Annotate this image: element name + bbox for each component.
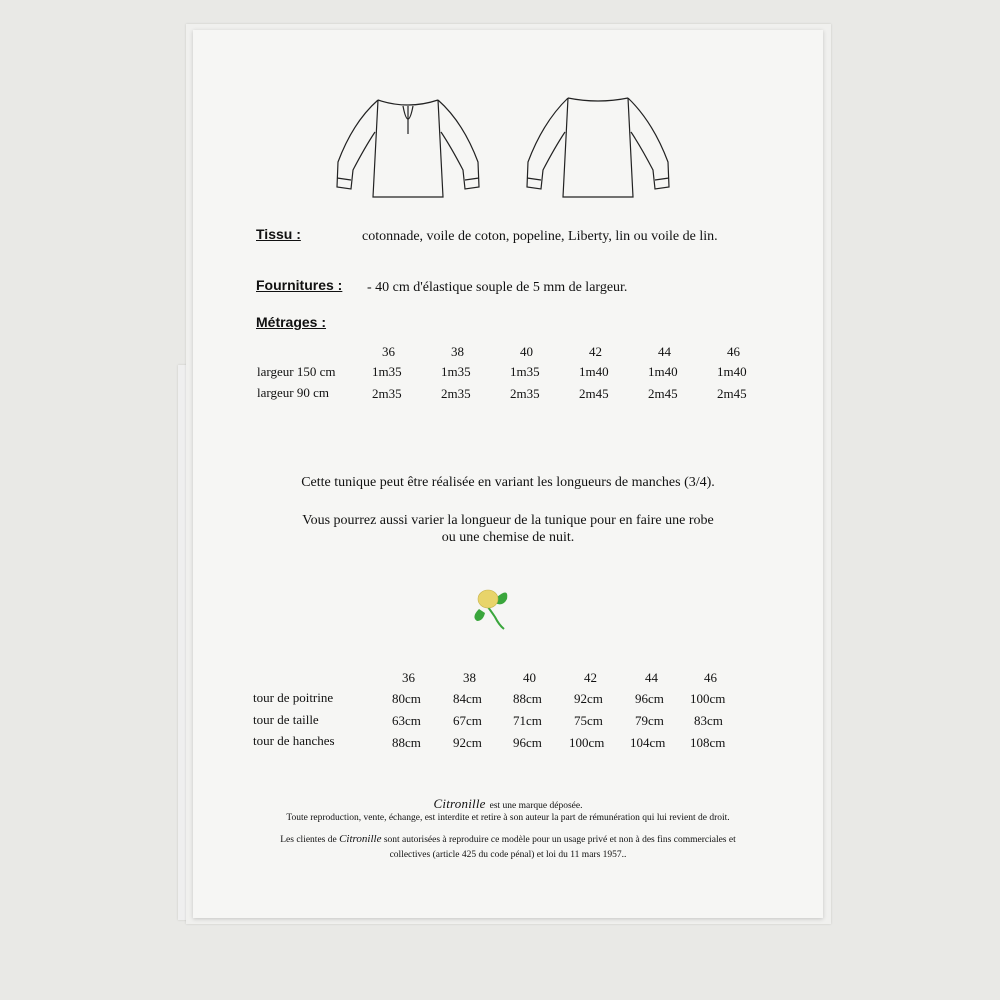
- metrages-cell: 2m45: [579, 386, 609, 401]
- metrages-size-header: 38: [451, 344, 464, 359]
- footer-copyright: Toute reproduction, vente, échange, est interdite et retire à son auteur la part de rémunération qui lui revient de droit.: [286, 813, 730, 823]
- measure-cell: 100cm: [690, 691, 726, 706]
- pattern-sheet: [193, 30, 823, 918]
- measure-cell: 63cm: [392, 713, 421, 728]
- metrages-cell: 2m45: [717, 386, 747, 401]
- metrages-size-header: 40: [520, 344, 533, 359]
- measure-cell: 80cm: [392, 691, 421, 706]
- footer-brand-line: [193, 795, 823, 813]
- measure-cell: 96cm: [635, 691, 664, 706]
- note-length-line2: ou une chemise de nuit.: [441, 530, 575, 545]
- brand-inline-text: Citronille: [339, 833, 382, 845]
- metrages-size-header: 42: [589, 344, 602, 359]
- footer-usage-post: sont autorisées à reproduire ce modèle pour un usage privé et non à des fins commerciales et: [383, 835, 736, 845]
- metrages-cell: 1m40: [579, 364, 609, 379]
- fournitures-label: Fournitures :: [256, 277, 343, 293]
- metrages-cell: 2m35: [372, 386, 402, 401]
- fournitures-text: - 40 cm d'élastique souple de 5 mm de largeur.: [367, 280, 628, 295]
- measure-cell: 100cm: [569, 735, 605, 750]
- measure-cell: 96cm: [513, 735, 542, 750]
- measure-size-header: 40: [523, 670, 536, 685]
- measure-size-header: 38: [463, 670, 476, 685]
- measure-cell: 83cm: [694, 713, 723, 728]
- metrages-cell: 2m45: [648, 386, 678, 401]
- measure-cell: 104cm: [630, 735, 666, 750]
- measure-size-header: 44: [645, 670, 658, 685]
- brand-logo-text: Citronille: [433, 796, 486, 811]
- tissu-label: Tissu :: [256, 226, 301, 242]
- measure-row-label: tour de taille: [253, 712, 319, 727]
- tunic-back-illustration: [523, 92, 673, 202]
- tunic-front-illustration: [333, 92, 483, 202]
- measure-cell: 79cm: [635, 713, 664, 728]
- footer-legal: collectives (article 425 du code pénal) et loi du 11 mars 1957..: [389, 850, 627, 860]
- measure-row-label: tour de poitrine: [253, 690, 334, 705]
- metrages-cell: 2m35: [510, 386, 540, 401]
- metrages-row-label: largeur 150 cm: [257, 364, 336, 379]
- measure-size-header: 46: [704, 670, 717, 685]
- footer-usage-pre: Les clientes de: [280, 835, 337, 845]
- metrages-cell: 1m35: [372, 364, 402, 379]
- metrages-cell: 2m35: [441, 386, 471, 401]
- lemon-logo-icon: [471, 585, 511, 633]
- footer-usage-line: [193, 833, 823, 845]
- note-length-line1: Vous pourrez aussi varier la longueur de la tunique pour en faire une robe: [302, 513, 714, 528]
- measure-size-header: 36: [402, 670, 415, 685]
- metrages-cell: 1m35: [441, 364, 471, 379]
- measure-cell: 92cm: [574, 691, 603, 706]
- measure-cell: 108cm: [690, 735, 726, 750]
- metrages-size-header: 44: [658, 344, 671, 359]
- measure-cell: 84cm: [453, 691, 482, 706]
- metrages-label: Métrages :: [256, 314, 327, 330]
- measure-cell: 88cm: [513, 691, 542, 706]
- tissu-text: cotonnade, voile de coton, popeline, Liberty, lin ou voile de lin.: [362, 229, 718, 244]
- metrages-size-header: 46: [727, 344, 740, 359]
- metrages-cell: 1m40: [648, 364, 678, 379]
- measure-row-label: tour de hanches: [253, 733, 335, 748]
- metrages-row-label: largeur 90 cm: [257, 385, 329, 400]
- measure-cell: 92cm: [453, 735, 482, 750]
- metrages-size-header: 36: [382, 344, 395, 359]
- note-sleeves: Cette tunique peut être réalisée en variant les longueurs de manches (3/4).: [301, 475, 715, 490]
- measure-cell: 88cm: [392, 735, 421, 750]
- metrages-cell: 1m35: [510, 364, 540, 379]
- measure-cell: 67cm: [453, 713, 482, 728]
- measure-size-header: 42: [584, 670, 597, 685]
- brand-suffix: est une marque déposée.: [489, 801, 583, 811]
- measure-cell: 71cm: [513, 713, 542, 728]
- measure-cell: 75cm: [574, 713, 603, 728]
- metrages-cell: 1m40: [717, 364, 747, 379]
